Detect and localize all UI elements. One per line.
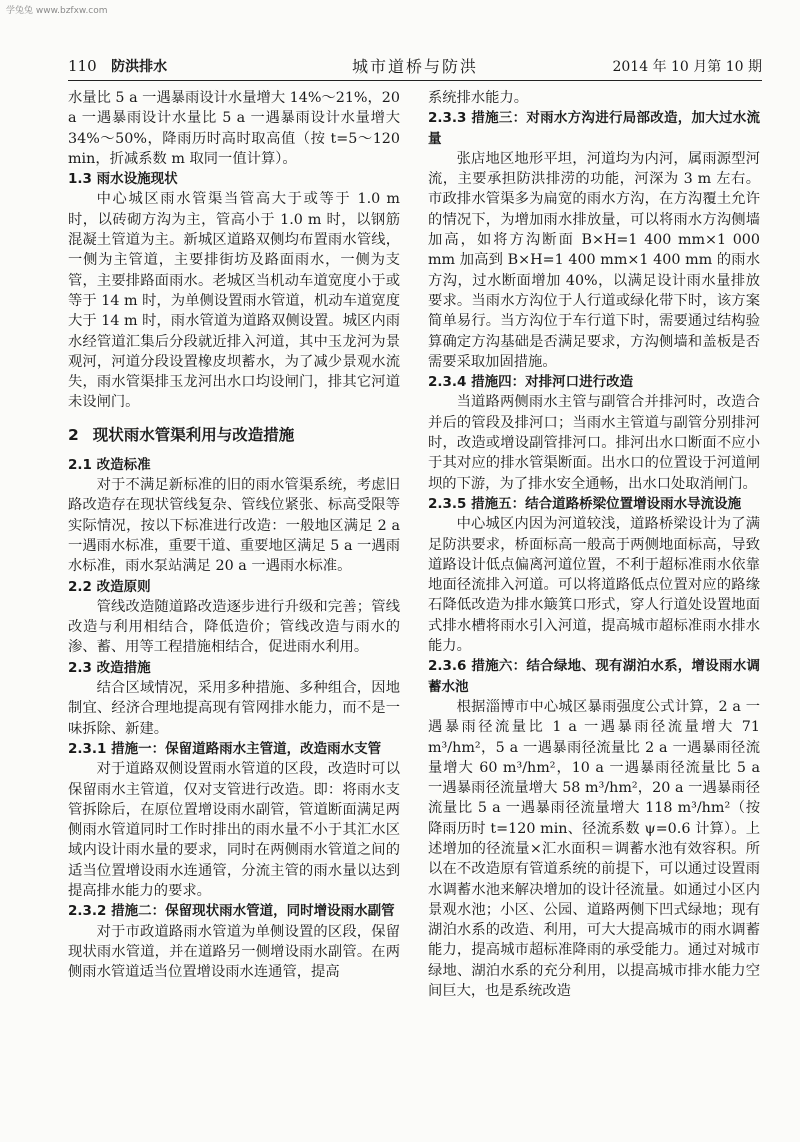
journal-title: 城市道桥与防洪 xyxy=(351,57,478,76)
paragraph-2-3-4: 当道路两侧雨水主管与副管合并排河时，改造合并后的管段及排河口；当雨水主管道与副管分别排河时，改造或增设副管排河口。排河出水口断面不应小于其对应的排水管渠断面。出水口的位置设于河道闸坝的下游，为了排水安全通畅，出水口处取消闸门。 xyxy=(428,394,760,492)
paragraph-intro: 水量比 5 a 一遇暴雨设计水量增大 14%～21%，20 a 一遇暴雨设计水量比 5 a 一遇暴雨设计水量增大 34%～50%，降雨历时高时取高值（按 t=5～120 min，折减系数 m 取同一值计算）。 xyxy=(68,90,400,167)
paragraph-continued: 系统排水能力。 xyxy=(428,90,529,106)
paragraph-2-2: 管线改造随道路改造逐步进行升级和完善；管线改造与利用相结合，降低造价；管线改造与雨水的渗、蓄、用等工程措施相结合，促进雨水利用。 xyxy=(68,598,400,656)
paragraph-2-3: 结合区域情况，采用多种措施、多种组合，因地制宜、经济合理地提高现有管网排水能力，而不是一味拆除、新建。 xyxy=(68,680,400,737)
heading-2-3-6: 2.3.6 措施六：结合绿地、现有湖泊水系，增设雨水调蓄水池 xyxy=(428,658,760,695)
paragraph-2-3-5: 中心城区内因为河道较浅，道路桥梁设计为了满足防洪要求，桥面标高一般高于两侧地面标高，导致道路设计低点偏离河道位置，不利于超标准雨水依靠地面径流排入河道。可以将道路低点位置对应的路缘石降低改造为排水簸箕口形式，穿人行道处设置地面式排水槽将雨水引入河道，提高城市超标准雨水排水能力。 xyxy=(428,516,760,655)
section-name: 防洪排水 xyxy=(111,59,168,75)
paragraph-2-3-1: 对于道路双侧设置雨水管道的区段，改造时可以保留雨水主管道，仅对支管进行改造。即：将雨水支管拆除后，在原位置增设雨水副管，管道断面满足两侧雨水管道同时工作时排出的雨水量不小于其汇水区域内设计雨水量的要求，同时在两侧雨水管道之间的适当位置增设雨水连通管，分流主管的雨水量以达到提高排水能力的要求。 xyxy=(68,761,400,899)
paragraph-1-3: 中心城区雨水管渠当管高大于或等于 1.0 m 时，以砖砌方沟为主，管高小于 1.0 m 时，以钢筋混凝土管道为主。新城区道路双侧均布置雨水管线，一侧为主管道，主要排街坊及路面雨水，一侧为支管，主要排路面雨水。老城区当机动车道宽度小于或等于 14 m 时，为单侧设置雨水管道，机动车道宽度大于 14 m 时，雨水管道为道路双侧设置。城区内雨水经管道汇集后分段就近排入河道，其中玉龙河为景观河，河道分段设置橡皮坝蓄水，为了减少景观水流失，雨水管渠排玉龙河出水口均设闸门，排其它河道未设闸门。 xyxy=(68,191,400,411)
heading-2 xyxy=(68,425,400,445)
heading-2-2: 2.2 改造原则 xyxy=(68,578,151,595)
heading-2-1: 2.1 改造标准 xyxy=(68,456,151,473)
heading-2-3-2: 2.3.2 措施二：保留现状雨水管道，同时增设雨水副管 xyxy=(68,903,395,920)
heading-2-3-4: 2.3.4 措施四：对排河口进行改造 xyxy=(428,374,634,391)
heading-2-3-1: 2.3.1 措施一：保留道路雨水主管道，改造雨水支管 xyxy=(68,740,382,757)
heading-2-number: 2 xyxy=(68,425,79,444)
heading-2-3-3: 2.3.3 措施三：对雨水方沟进行局部改造，加大过水流量 xyxy=(428,110,760,147)
page-number: 110 xyxy=(68,57,97,75)
heading-2-3: 2.3 改造措施 xyxy=(68,659,151,676)
running-header xyxy=(68,54,762,81)
left-column xyxy=(68,88,400,982)
heading-2-text: 现状雨水管渠利用与改造措施 xyxy=(92,425,295,444)
paragraph-2-3-6: 根据淄博市中心城区暴雨强度公式计算，2 a 一遇暴雨径流量比 1 a 一遇暴雨径流量增大 71 m³/hm²，5 a 一遇暴雨径流量比 2 a 一遇暴雨径流量增大 60 m³/hm²，10 a 一遇暴雨径流量比 5 a 一遇暴雨径流量增大 58 m³/hm²，20 a 一遇暴雨径流量比 5 a 一遇暴雨径流量增大 118 m³/hm²（按降雨历时 t=120 min、径流系数 ψ=0.6 计算）。上述增加的径流量×汇水面积＝调蓄水池有效容积。所以在不改造原有管道系统的前提下，可以通过设置雨水调蓄水池来解决增加的设计径流量。如通过小区内景观水池；小区、公园、道路两侧下凹式绿地；现有湖泊水系的改造、利用，可大大提高城市的雨水调蓄能力，提高城市超标准降雨的承受能力。通过对城市绿地、湖泊水系的充分利用，以提高城市排水能力空间巨大，也是系统改造 xyxy=(428,698,760,1000)
heading-2-3-5: 2.3.5 措施五：结合道路桥梁位置增设雨水导流设施 xyxy=(428,495,742,512)
paragraph-2-3-2: 对于市政道路雨水管道为单侧设置的区段，保留现状雨水管道，并在道路另一侧增设雨水副管。在两侧雨水管道适当位置增设雨水连通管，提高 xyxy=(68,923,400,981)
paragraph-2-1: 对于不满足新标准的旧的雨水管渠系统，考虑旧路改造存在现状管线复杂、管线位紧张、标高受限等实际情况，按以下标准进行改造：一般地区满足 2 a 一遇雨水标准，重要干道、重要地区满足 5 a 一遇雨水标准，雨水泵站满足 20 a 一遇雨水标准。 xyxy=(68,477,400,575)
issue-info: 2014 年 10 月第 10 期 xyxy=(612,59,762,75)
heading-1-3: 1.3 雨水设施现状 xyxy=(68,171,178,188)
watermark: 学兔兔 www.bzfxw.com xyxy=(6,6,108,16)
paragraph-2-3-3: 张店地区地形平坦，河道均为内河，属雨源型河流，主要承担防洪排涝的功能，河深为 3 m 左右。市政排水管渠多为扁宽的雨水方沟，在方沟覆土允许的情况下，为增加雨水排放量，可以将雨水方沟侧墙加高，如将方沟断面 B×H=1 400 mm×1 000 mm 加高到 B×H=1 400 mm×1 400 mm 的雨水方沟，过水断面增加 40%，以满足设计雨水量排放要求。当雨水方沟位于人行道或绿化带下时，该方案简单易行。当方沟位于车行道下时，需要通过结构验算确定方沟基础是否满足要求，方沟侧墙和盖板是否需要采取加固措施。 xyxy=(428,150,760,370)
right-column xyxy=(428,88,760,1001)
